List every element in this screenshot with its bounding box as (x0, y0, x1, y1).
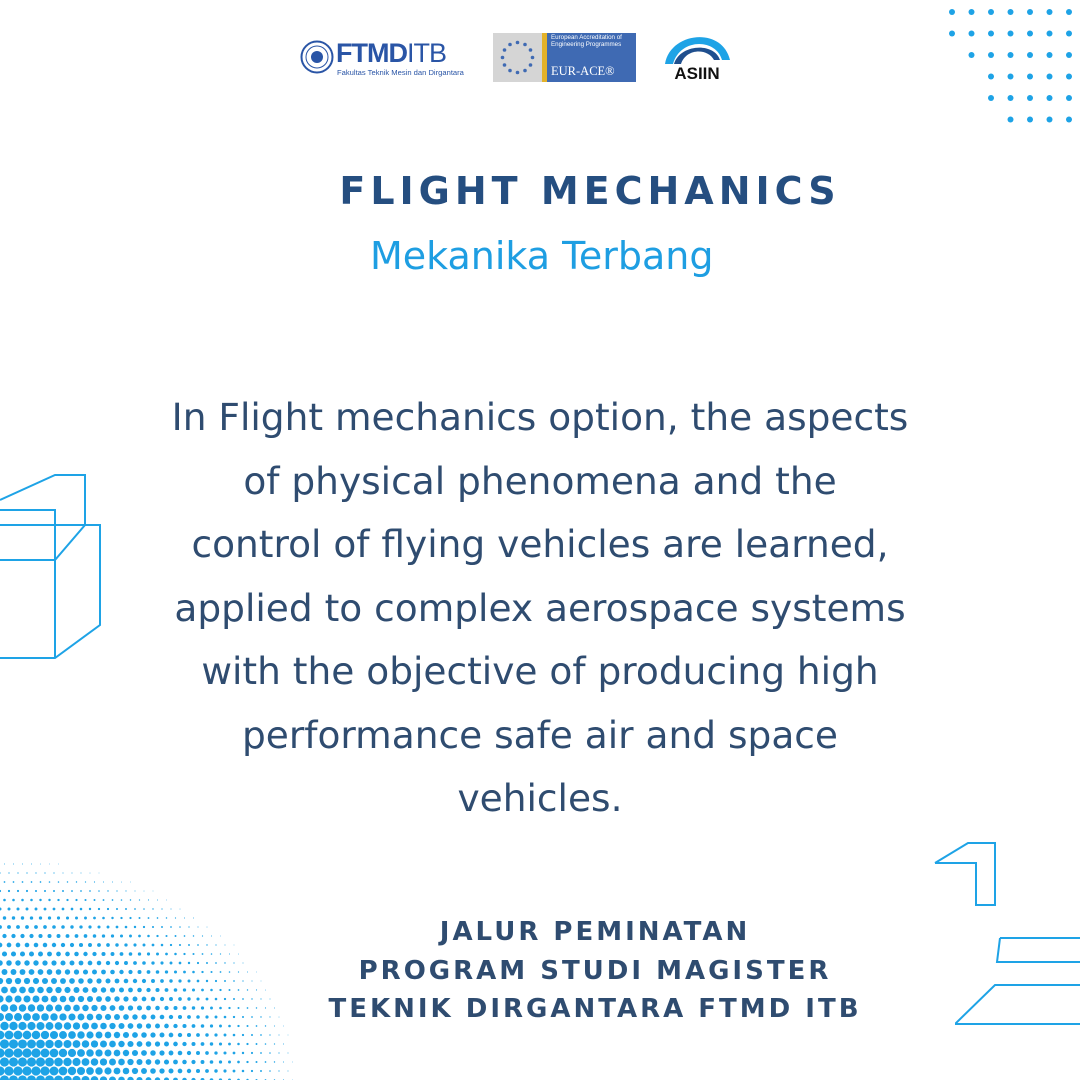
eur-ace-panel (547, 33, 636, 82)
itb-seal-icon (300, 40, 334, 74)
geometric-lines-bottom-right (955, 930, 1080, 1030)
footer-line: TEKNIK DIRGANTARA FTMD ITB (328, 994, 862, 1024)
geometric-lines-left (0, 470, 110, 665)
description-line: control of flying vehicles are learned, (191, 522, 889, 566)
description-line: applied to complex aerospace systems (174, 585, 906, 630)
geometric-arrow-right (930, 835, 1000, 910)
eur-ace-description: European Accreditation of Engineering Programmes (551, 34, 622, 48)
description-line: vehicles. (457, 776, 623, 820)
eur-ace-emblem (493, 33, 542, 82)
footer-line: PROGRAM STUDI MAGISTER (358, 955, 832, 986)
footer-program-label (290, 913, 900, 1029)
page-title: FLIGHT MECHANICS (339, 169, 841, 213)
eur-ace-logo (493, 33, 636, 82)
page-subtitle: Mekanika Terbang (370, 234, 714, 278)
eur-ace-label: EUR-ACE® (551, 64, 615, 78)
dot-pattern-top-right (930, 0, 1080, 135)
description (110, 386, 970, 831)
asiin-text: ASIIN (674, 64, 720, 83)
description-line: performance safe air and space (241, 712, 838, 757)
description-line: of physical phenomena and the (243, 458, 837, 503)
halftone-pattern-bottom-left (0, 855, 330, 1080)
description-line: with the objective of producing high (201, 649, 879, 693)
footer-line: JALUR PEMINATAN (439, 917, 751, 947)
ftmd-brand-text: FTMDITB (336, 38, 446, 68)
description-line: In Flight mechanics option, the aspects (171, 395, 909, 439)
eu-stars-icon (493, 33, 542, 82)
asiin-logo (660, 24, 734, 86)
ftmd-brand-subtitle: Fakultas Teknik Mesin dan Dirgantara (337, 68, 464, 77)
ftmd-itb-logo (300, 38, 475, 78)
asiin-arc-icon (662, 24, 732, 66)
